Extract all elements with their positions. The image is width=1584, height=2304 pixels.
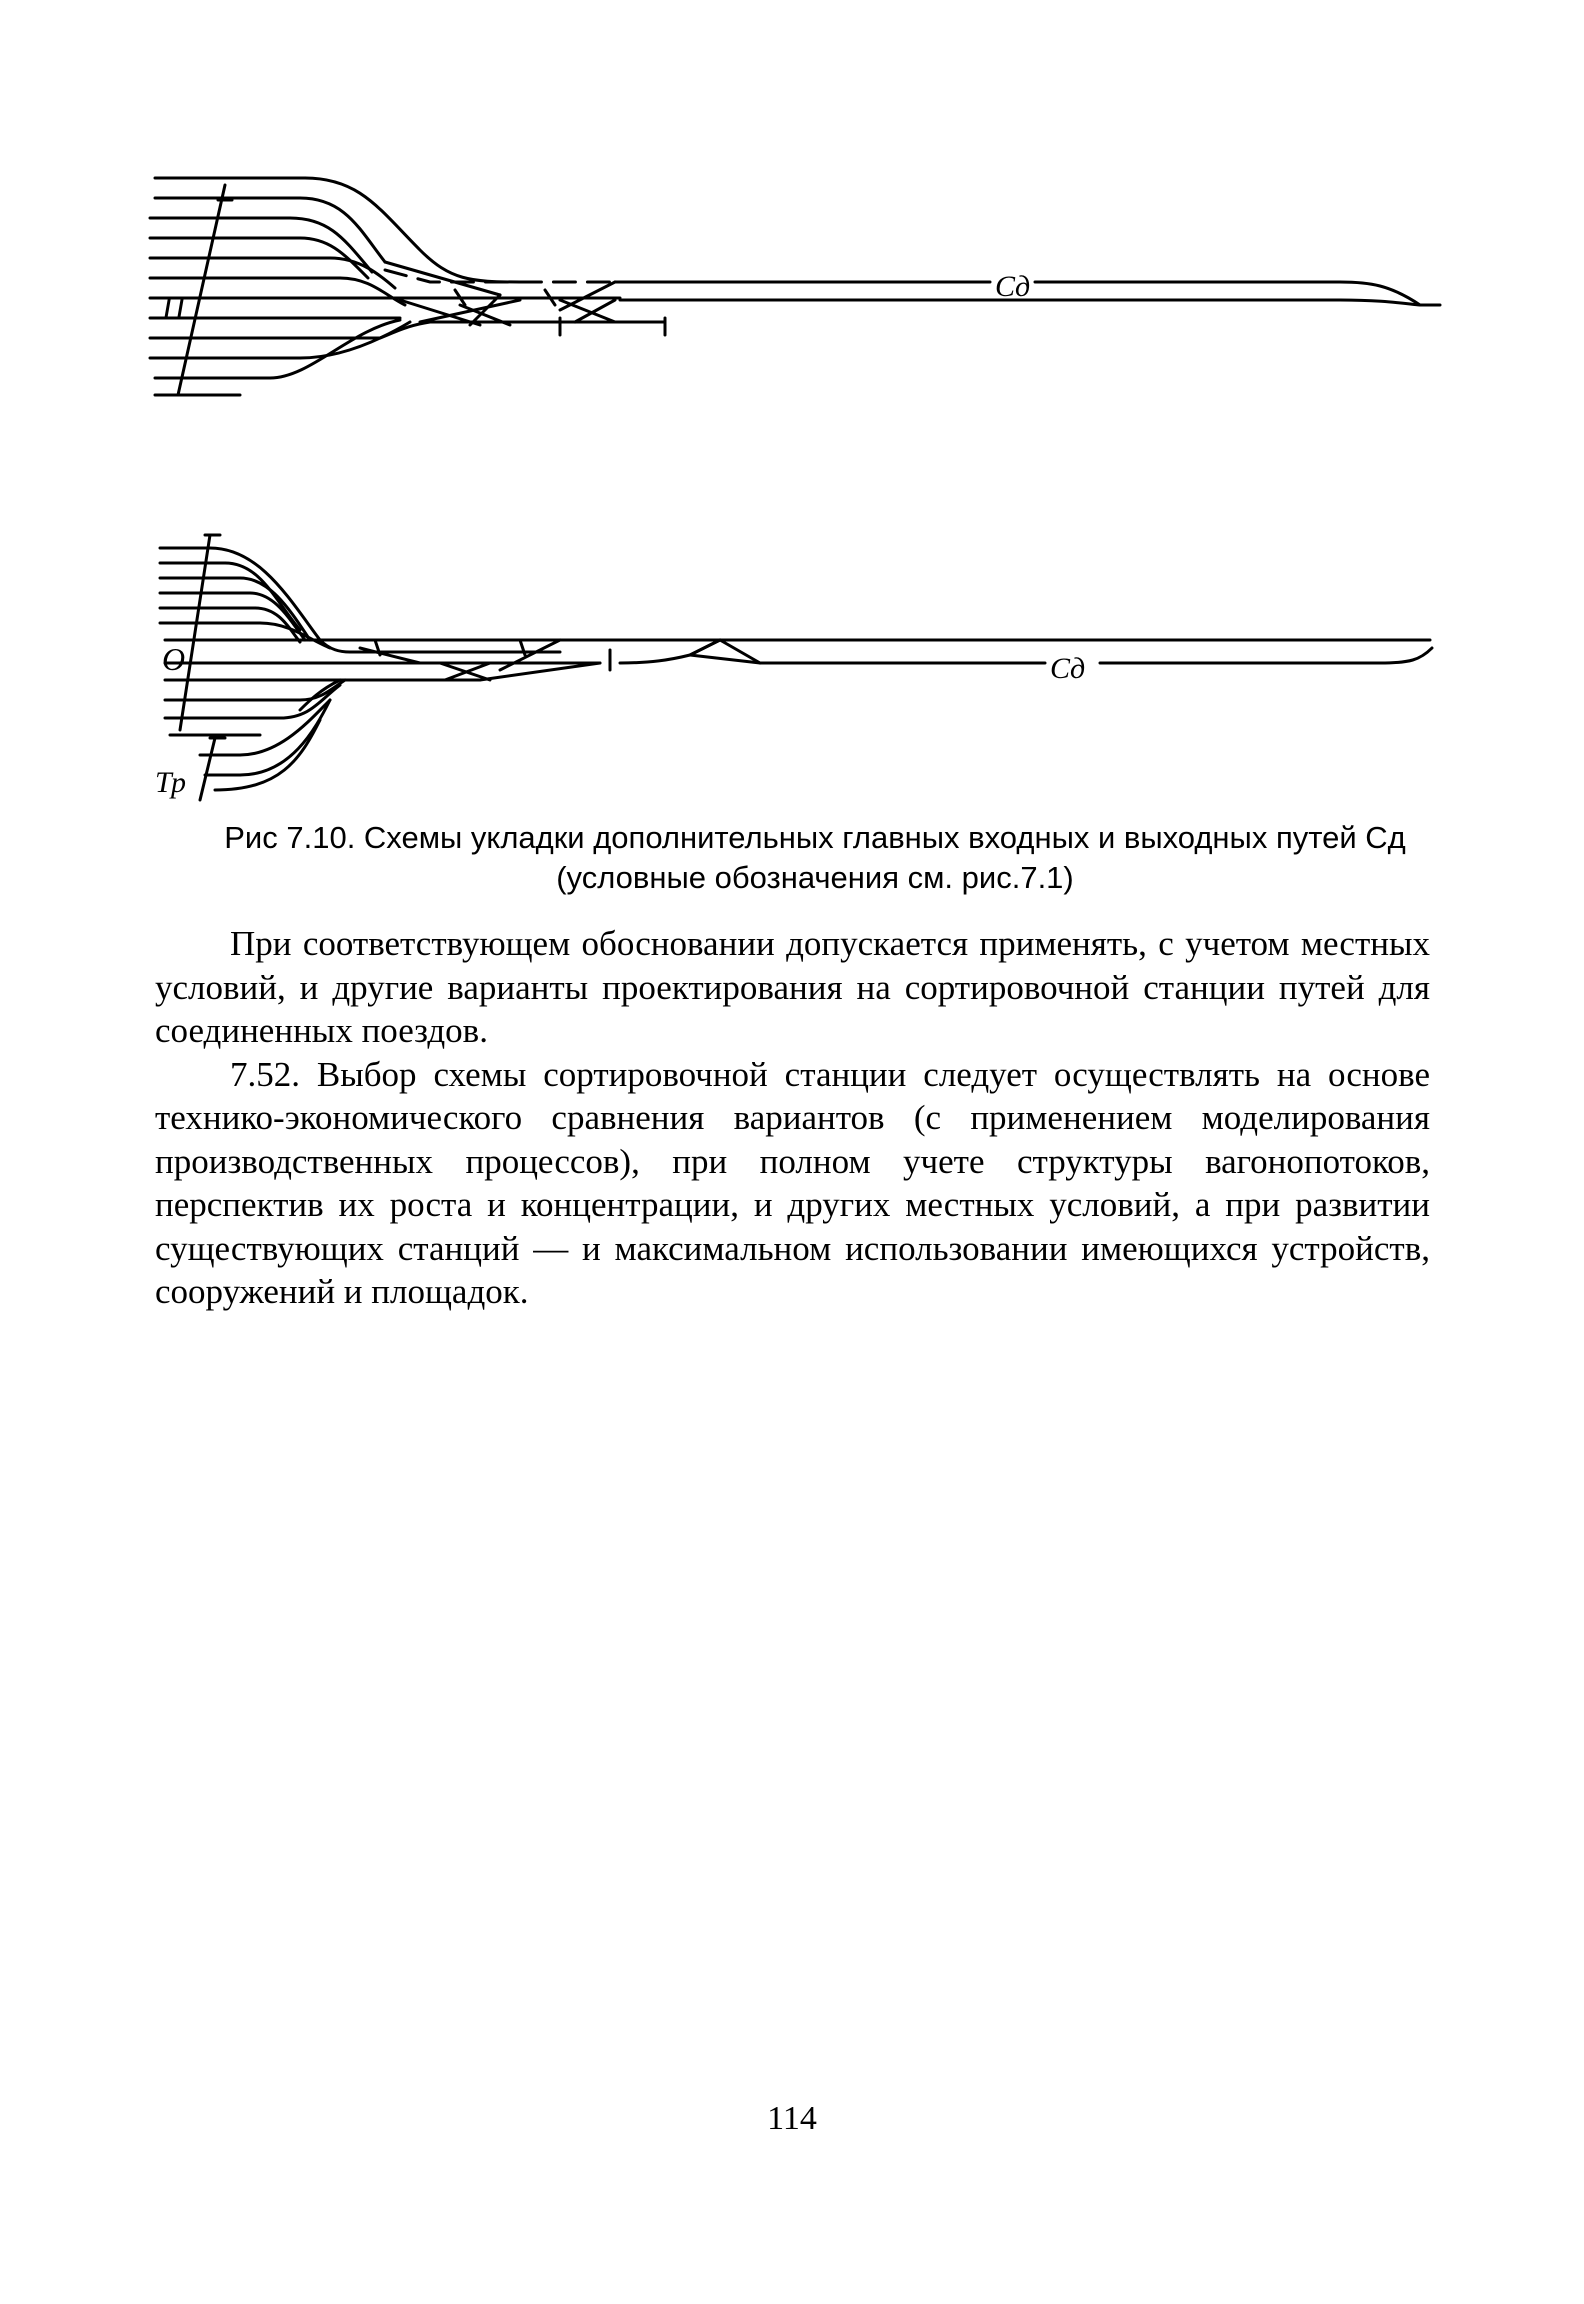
bottom-lower-group-label: Тр xyxy=(155,766,186,799)
caption-line-1: Рис 7.10. Схемы укладки дополнительных главных входных и выходных путей Сд xyxy=(224,820,1406,855)
top-left-group-label: П xyxy=(162,289,186,325)
bottom-switch-zone xyxy=(340,640,1430,680)
bottom-main-track-far xyxy=(1100,648,1432,663)
paragraph-2: 7.52. Выбор схемы сортировочной станции следует осуществлять на основе технико-экономического сравнения вариантов (с применением моделирования производственных процессов), при полном учете структуры вагонопотоков, перспектив их роста и концентрации, и других местных условий, а при развитии существующих станций — и максимальном использовании имеющихся устройств, сооружений и площадок. xyxy=(155,1054,1430,1311)
bottom-main-track-right xyxy=(690,655,1045,663)
top-left-track-stubs xyxy=(150,178,400,395)
body-text xyxy=(155,922,1430,1314)
bottom-lower-bracket xyxy=(200,738,215,800)
paragraph-1: При соответствующем обосновании допускается применять, с учетом местных условий, и другие варианты проектирования на сортировочной станции путей для соединенных поездов. xyxy=(155,924,1430,1050)
bottom-main-track xyxy=(620,640,720,663)
figure-caption xyxy=(180,818,1450,898)
bottom-track-scheme xyxy=(0,520,1584,810)
bottom-main-track-label: Сд xyxy=(1050,652,1086,685)
caption-line-2: (условные обозначения см. рис.7.1) xyxy=(556,860,1074,895)
top-main-track-label: Сд xyxy=(995,270,1031,303)
top-track-scheme xyxy=(0,150,1584,410)
page-number: 114 xyxy=(767,2100,817,2137)
bottom-left-group-label: О xyxy=(162,641,186,677)
bottom-left-track-stubs xyxy=(160,548,380,775)
